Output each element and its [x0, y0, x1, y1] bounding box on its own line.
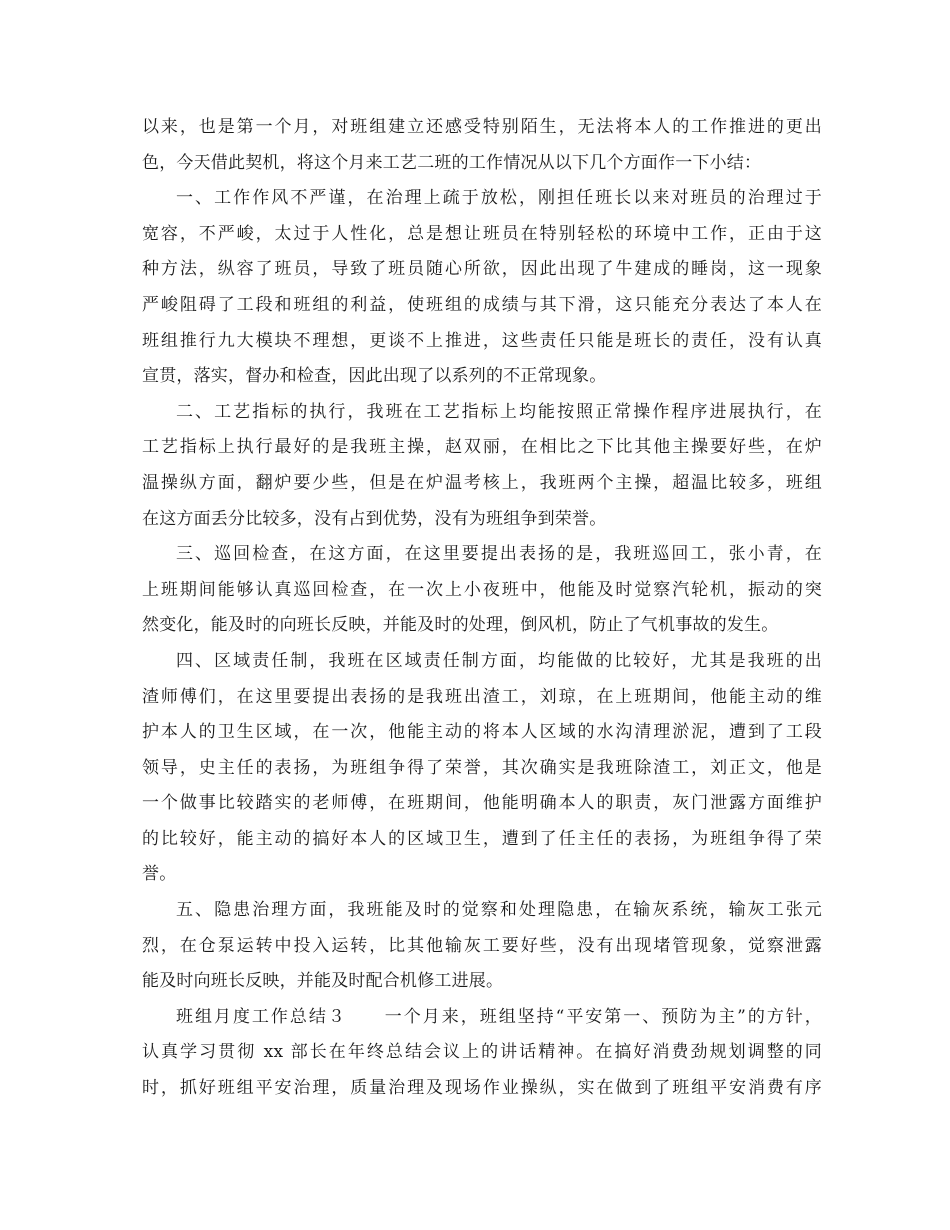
paragraph-2-start: 二、工艺指标的执行，我班在工艺指标上均能按照正常操作程序进展执行，在 — [176, 401, 822, 422]
text-line: 誉。 — [142, 864, 177, 885]
paragraph-5-start: 五、隐患治理方面，我班能及时的觉察和处理隐患，在输灰系统，输灰工张元 — [176, 900, 822, 921]
paragraph-6-start: 班组月度工作总结３ 一个月来，班组坚持“平安第一、预防为主”的方针， — [176, 1006, 822, 1027]
paragraph-4-start: 四、区域责任制，我班在区域责任制方面，均能做的比较好，尤其是我班的出 — [176, 650, 822, 671]
text-line: 时，抓好班组平安治理，质量治理及现场作业操纵，实在做到了班组平安消费有序 — [142, 1078, 822, 1099]
text-line: 认真学习贯彻 xx 部长在年终总结会议上的讲话精神。在搞好消费劲规划调整的同 — [142, 1042, 822, 1063]
text-line: 宣贯，落实，督办和检查，因此出现了以系列的不正常现象。 — [142, 366, 607, 387]
text-line: 然变化，能及时的向班长反映，并能及时的处理，倒风机，防止了气机事故的发生。 — [142, 615, 779, 636]
text-line: 一个做事比较踏实的老师傅，在班期间，他能明确本人的职责，灰门泄露方面维护 — [142, 793, 822, 814]
text-line: 护本人的卫生区域，在一次，他能主动的将本人区域的水沟清理淤泥，遭到了工段 — [142, 722, 822, 743]
text-line: 色，今天借此契机，将这个月来工艺二班的工作情况从以下几个方面作一下小结： — [142, 152, 762, 173]
text-line: 严峻阻碍了工段和班组的利益，使班组的成绩与其下滑，这只能充分表达了本人在 — [142, 294, 822, 315]
text-line: 在这方面丢分比较多，没有占到优势，没有为班组争到荣誉。 — [142, 508, 607, 529]
text-line: 以来，也是第一个月，对班组建立还感受特别陌生，无法将本人的工作推进的更出 — [142, 117, 822, 137]
paragraph-3-start: 三、巡回检查，在这方面，在这里要提出表扬的是，我班巡回工，张小青，在 — [176, 544, 822, 565]
text-line: 烈，在仓泵运转中投入运转，比其他输灰工要好些，没有出现堵管现象，觉察泄露 — [142, 935, 822, 956]
text-line: 上班期间能够认真巡回检查，在一次上小夜班中，他能及时觉察汽轮机，振动的突 — [142, 579, 822, 600]
text-line: 能及时向班长反映，并能及时配合机修工进展。 — [142, 971, 504, 992]
text-line: 宽容，不严峻，太过于人性化，总是想让班员在特别轻松的环境中工作，正由于这 — [142, 223, 822, 244]
text-line: 工艺指标上执行最好的是我班主操，赵双丽，在相比之下比其他主操要好些，在炉 — [142, 437, 822, 458]
text-line: 渣师傅们，在这里要提出表扬的是我班出渣工，刘琼，在上班期间，他能主动的维 — [142, 686, 822, 707]
text-line: 班组推行九大模块不理想，更谈不上推进，这些责任只能是班长的责任，没有认真 — [142, 330, 822, 351]
text-line: 领导，史主任的表扬，为班组争得了荣誉，其次确实是我班除渣工，刘正文，他是 — [142, 757, 822, 778]
text-line: 种方法，纵容了班员，导致了班员随心所欲，因此出现了牛建成的睡岗，这一现象 — [142, 259, 822, 280]
paragraph-1-start: 一、工作作风不严谨，在治理上疏于放松，刚担任班长以来对班员的治理过于 — [176, 188, 822, 209]
text-line: 的比较好，能主动的搞好本人的区域卫生，遭到了任主任的表扬，为班组争得了荣 — [142, 828, 822, 849]
document-body — [142, 110, 822, 1107]
text-line: 温操纵方面，翻炉要少些，但是在炉温考核上，我班两个主操，超温比较多，班组 — [142, 472, 822, 493]
